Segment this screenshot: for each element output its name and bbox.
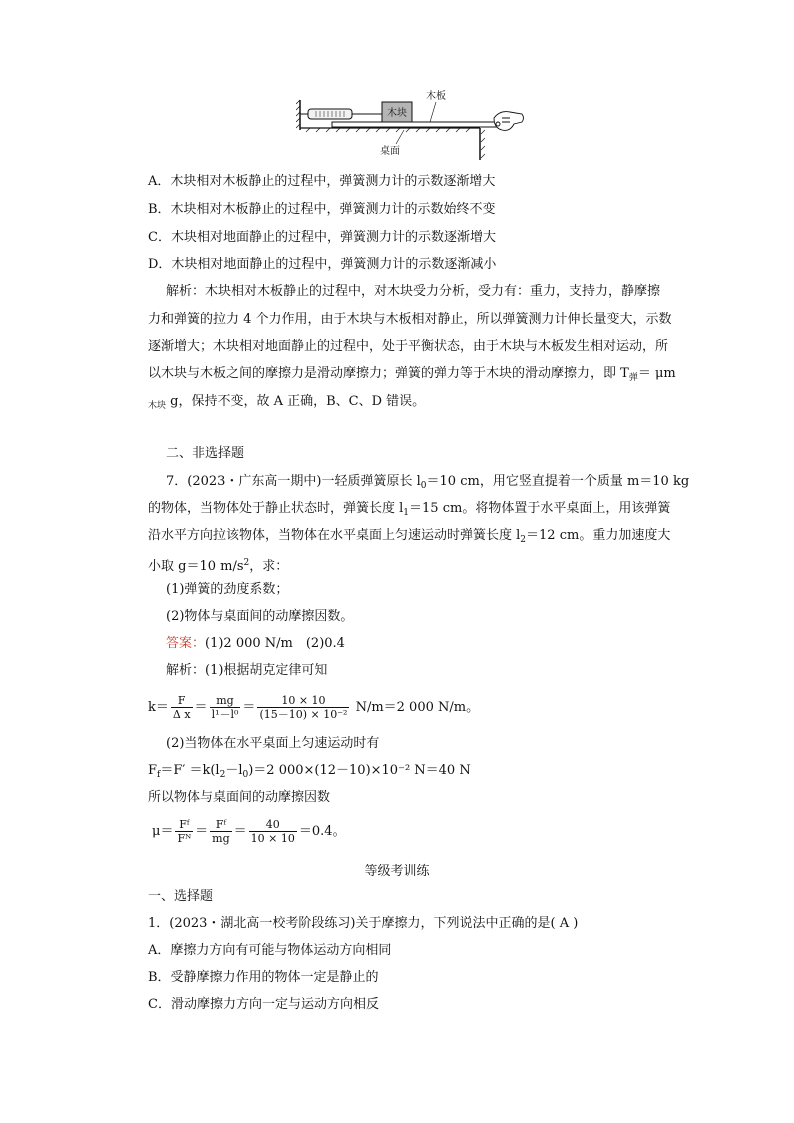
ff-rest3: )＝2 000×(12－10)×10⁻² N＝40 N <box>248 763 471 778</box>
k-equation <box>148 688 479 728</box>
board-label: 木板 <box>426 91 446 102</box>
q7-line-1b: ＝10 cm，用它竖直提着一个质量 m＝10 kg <box>426 474 690 489</box>
mu-eq-a: μ＝ <box>152 824 174 839</box>
mu-f1-den: Fᴺ <box>177 832 192 845</box>
mu-equation <box>152 812 346 852</box>
q7-line-3a: 沿水平方向拉该物体，当物体在水平桌面上匀速运动时弹簧长度 l <box>148 528 521 543</box>
k-f1-den: Δ x <box>172 708 191 721</box>
block-label: 木块 <box>387 108 407 119</box>
q6-analysis-5-sub: 木块 <box>148 401 167 411</box>
q7-sub-2: (2)物体与桌面间的动摩擦因数。 <box>166 609 354 624</box>
k-frac-2 <box>210 694 241 721</box>
mu-frac-2 <box>210 818 231 845</box>
k-frac-3 <box>257 694 349 721</box>
table-label: 桌面 <box>380 146 400 157</box>
experiment-figure <box>296 88 526 160</box>
mu-eq-d: ＝0.4。 <box>298 824 346 839</box>
mu-f3-num: 40 <box>249 818 297 832</box>
q6-analysis-1: 解析：木块相对木板静止的过程中，对木块受力分析，受力有：重力，支持力，静摩擦 <box>166 284 661 299</box>
training-title: 等级考训练 <box>364 864 430 879</box>
training-q1-option-c: C．滑动摩擦力方向一定与运动方向相反 <box>148 997 379 1012</box>
q6-analysis-5-text: g，保持不变，故 A 正确，B、C、D 错误。 <box>166 394 426 409</box>
k-f3-den: (15－10) × 10⁻² <box>259 708 348 721</box>
training-heading: 一、选择题 <box>148 889 214 904</box>
ff-sub: f <box>157 770 161 780</box>
hand-icon <box>494 112 524 131</box>
q7-sq-sup: 2 <box>243 558 250 568</box>
mu-eq-b: ＝ <box>195 824 209 839</box>
k-f1-num: F <box>171 694 193 708</box>
q7-analysis-1: 解析：(1)根据胡克定律可知 <box>166 663 328 678</box>
answer-label: 答案： <box>166 636 206 651</box>
q6-analysis-4a: 以木块与木板之间的摩擦力是滑动摩擦力；弹簧的弹力等于木块的滑动摩擦力，即 T <box>148 366 629 381</box>
k-eq-a: k＝ <box>148 700 169 715</box>
ff-sub3: 0 <box>242 770 249 780</box>
k-eq-b: ＝ <box>194 700 208 715</box>
q7-line-1a: 7．(2023・广东高一期中)一轻质弹簧原长 l <box>166 474 421 489</box>
k-f3-num: 10 × 10 <box>257 694 349 708</box>
q6-analysis-4 <box>148 364 676 388</box>
mu-eq-c: ＝ <box>233 824 247 839</box>
q6-option-b: B．木块相对木板静止的过程中，弹簧测力计的示数始终不变 <box>148 202 496 217</box>
q6-option-a: A．木块相对木板静止的过程中，弹簧测力计的示数逐渐增大 <box>148 174 496 189</box>
training-q1: 1．(2023・湖北高一校考阶段练习)关于摩擦力，下列说法中正确的是( A ) <box>148 916 579 931</box>
ff-rest2: －l <box>225 763 243 778</box>
q7-line-3 <box>148 526 670 550</box>
training-q1-option-a: A．摩擦力方向有可能与物体运动方向相同 <box>148 943 392 958</box>
q6-analysis-4-sub: 弹 <box>628 373 638 383</box>
k-frac-1 <box>171 694 193 721</box>
q7-line-3b: ＝12 cm。重力加速度大 <box>526 528 671 543</box>
q7-analysis-3: 所以物体与桌面间的动摩擦因数 <box>148 790 331 805</box>
ff-f: F <box>148 763 158 778</box>
q7-line-4b: ，求： <box>249 559 289 574</box>
mu-f2-den: mg <box>212 832 230 845</box>
mu-frac-1 <box>175 818 193 845</box>
q7-line-2b: ＝15 cm。将物体置于水平桌面上，用该弹簧 <box>409 501 671 516</box>
q7-line-4 <box>148 553 288 577</box>
q7-l1-sub: 1 <box>403 508 410 518</box>
q6-option-c: C．木块相对地面静止的过程中，弹簧测力计的示数逐渐增大 <box>148 230 496 245</box>
q6-analysis-5 <box>148 392 425 416</box>
ff-equation <box>148 761 471 785</box>
q7-sub-1: (1)弹簧的劲度系数； <box>166 582 289 597</box>
k-f2-num: mg <box>210 694 241 708</box>
q7-answer <box>166 634 345 654</box>
k-f2-den: l¹－l⁰ <box>211 708 239 721</box>
q7-l0-sub: 0 <box>420 481 427 491</box>
q6-option-d: D．木块相对地面静止的过程中，弹簧测力计的示数逐渐减小 <box>148 257 497 272</box>
k-eq-d: N/m＝2 000 N/m。 <box>351 700 480 715</box>
q7-line-2a: 的物体，当物体处于静止状态时，弹簧长度 l <box>148 501 404 516</box>
q7-l2-sub: 2 <box>520 535 527 545</box>
q7-line-4a: 小取 g＝10 m/s <box>148 559 244 574</box>
mu-f3-den: 10 × 10 <box>250 832 295 845</box>
answer-text: (1)2 000 N/m (2)0.4 <box>205 636 345 651</box>
ff-rest: ＝F′ ＝k(l <box>160 763 220 778</box>
mu-frac-3 <box>249 818 297 845</box>
q6-analysis-2: 力和弹簧的拉力 4 个力作用，由于木块与木板相对静止，所以弹簧测力计伸长量变大，示数 <box>148 312 672 327</box>
ff-sub2: 2 <box>219 770 226 780</box>
mu-f1-num: Fᶠ <box>175 818 193 832</box>
q6-analysis-4b: ＝ μm <box>637 366 676 381</box>
training-q1-option-b: B．受静摩擦力作用的物体一定是静止的 <box>148 970 379 985</box>
q7-line-1 <box>166 472 689 496</box>
q6-analysis-3: 逐渐增大；木块相对地面静止的过程中，处于平衡状态，由于木块与木板发生相对运动，所 <box>148 339 669 354</box>
mu-f2-num: Fᶠ <box>210 818 231 832</box>
k-eq-c: ＝ <box>242 700 256 715</box>
q7-analysis-2: (2)当物体在水平桌面上匀速运动时有 <box>166 736 380 751</box>
q7-line-2 <box>148 499 670 523</box>
part2-heading: 二、非选择题 <box>166 446 245 461</box>
